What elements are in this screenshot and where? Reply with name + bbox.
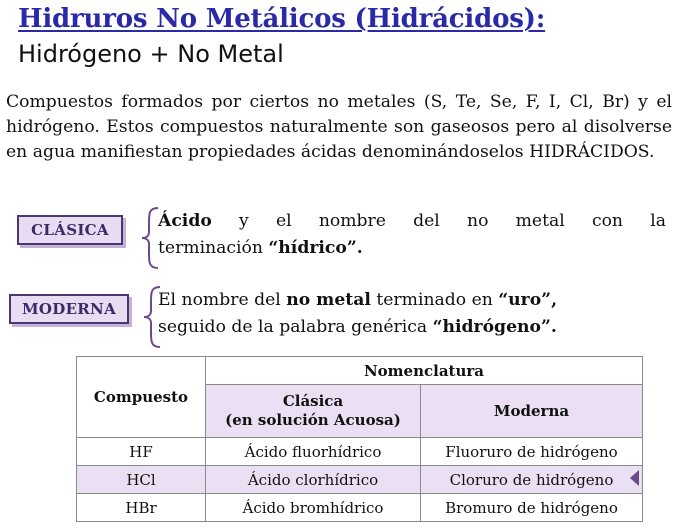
table-row <box>77 494 643 522</box>
clasica-word: nombre <box>318 211 386 231</box>
intro-line: pero al disolverse en agua manifiestan propiedades ácidas <box>6 117 672 162</box>
header-nomenclatura: Nomenclatura <box>206 357 643 385</box>
cell-compuesto: HF <box>77 438 206 466</box>
clasica-bold-suffix: “hídrico”. <box>268 238 363 258</box>
header-clasica <box>206 385 421 438</box>
moderna-tag: MODERNA <box>9 294 129 324</box>
header-clasica-line1: Clásica <box>282 392 344 410</box>
moderna-definition <box>158 287 670 341</box>
cell-clasica: Ácido clorhídrico <box>206 466 421 494</box>
page-title: Hidruros No Metálicos (Hidrácidos): <box>18 4 546 34</box>
clasica-word: con <box>591 211 623 231</box>
clasica-word: la <box>650 211 666 231</box>
clasica-word: metal <box>515 211 565 231</box>
cell-moderna: Fluoruro de hidrógeno <box>421 438 643 466</box>
clasica-bold-word: Ácido <box>158 211 212 231</box>
clasica-word: no <box>467 211 489 231</box>
intro-paragraph <box>6 90 672 165</box>
cell-clasica: Ácido fluorhídrico <box>206 438 421 466</box>
moderna-bold: “uro”, <box>498 290 558 310</box>
cell-compuesto: HBr <box>77 494 206 522</box>
table-row <box>77 438 643 466</box>
page-subtitle: Hidrógeno + No Metal <box>18 40 284 68</box>
cell-clasica: Ácido bromhídrico <box>206 494 421 522</box>
header-compuesto: Compuesto <box>77 357 206 438</box>
moderna-bold: no metal <box>286 290 371 310</box>
nomenclature-table <box>76 356 643 522</box>
moderna-text: terminado en <box>370 290 499 310</box>
intro-line: denominándoselos HIDRÁCIDOS. <box>361 142 655 162</box>
clasica-definition <box>158 208 666 262</box>
moderna-bold: “hidrógeno”. <box>432 317 557 337</box>
intro-line: Compuestos formados por ciertos no metales (S, Te, Se, F, I, Cl, <box>6 92 594 112</box>
moderna-text: El nombre del <box>158 290 287 310</box>
cell-compuesto: HCl <box>77 466 206 494</box>
clasica-tag: CLÁSICA <box>17 215 123 245</box>
header-moderna: Moderna <box>421 385 643 438</box>
clasica-text: terminación <box>158 238 269 258</box>
intro-line: Br) y el hidrógeno. Estos compuestos naturalmente son gaseosos <box>6 92 673 137</box>
moderna-text: seguido de la palabra genérica <box>158 317 433 337</box>
cell-moderna: Cloruro de hidrógeno <box>421 466 643 494</box>
clasica-word: el <box>275 211 292 231</box>
table-row <box>77 466 643 494</box>
header-clasica-line2: (en solución Acuosa) <box>225 411 401 429</box>
clasica-brace-icon <box>140 206 160 270</box>
clasica-word: del <box>413 211 440 231</box>
cell-moderna: Bromuro de hidrógeno <box>421 494 643 522</box>
triangle-marker-icon <box>630 470 639 486</box>
clasica-word: y <box>239 211 249 231</box>
